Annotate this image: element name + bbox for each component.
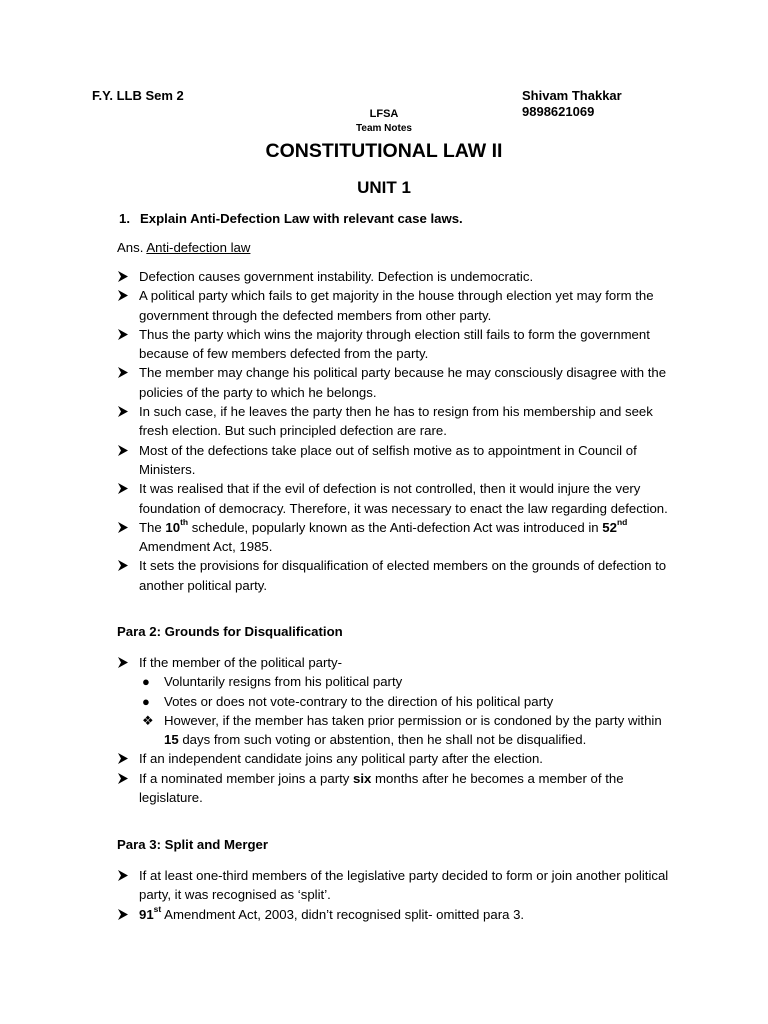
dot-bullet-icon: ● bbox=[142, 674, 150, 690]
list-item: If at least one-third members of the legislative party decided to form or join another political party, it was recognised as ‘split’. bbox=[117, 866, 677, 905]
author-name: Shivam Thakkar bbox=[522, 88, 622, 103]
arrow-bullet-icon bbox=[117, 866, 131, 885]
diamond-bullet-icon: ❖ bbox=[142, 712, 154, 728]
list-item: The 10th schedule, popularly known as the Anti-defection Act was introduced in 52nd Amendment Act, 1985. bbox=[117, 518, 677, 557]
grounds-sub-list bbox=[117, 672, 677, 749]
org-label: LFSA bbox=[369, 108, 399, 120]
unit-heading: UNIT 1 bbox=[357, 178, 411, 197]
question-1 bbox=[119, 211, 463, 226]
list-item: It sets the provisions for disqualification of elected members on the grounds of defection to another political party. bbox=[117, 556, 677, 595]
list-item: Thus the party which wins the majority through election still fails to form the government because of few members defected from the party. bbox=[117, 325, 677, 364]
defection-bullet-list bbox=[117, 267, 677, 595]
arrow-bullet-icon bbox=[117, 905, 131, 924]
list-item: 91st Amendment Act, 2003, didn’t recognised split- omitted para 3. bbox=[117, 905, 677, 924]
answer-heading bbox=[117, 240, 250, 255]
subtitle-label: Team Notes bbox=[356, 123, 412, 134]
list-item: A political party which fails to get majority in the house through election yet may form the government through the defected members from other party. bbox=[117, 286, 677, 325]
list-item: Defection causes government instability. Defection is undemocratic. bbox=[117, 267, 677, 286]
list-item: If the member of the political party- ● Voluntarily resigns from his political party ● Votes or does not vote-contrary to the direction of his political party ❖ However, if the member has taken prior permission or is condoned by the party within 15 days from such voting or abstention, then he shall not be disqualified. bbox=[117, 653, 677, 749]
arrow-bullet-icon bbox=[117, 518, 131, 537]
arrow-bullet-icon bbox=[117, 325, 131, 344]
list-item: If an independent candidate joins any political party after the election. bbox=[117, 749, 677, 768]
course-label: F.Y. LLB Sem 2 bbox=[92, 88, 184, 103]
author-phone: 9898621069 bbox=[522, 104, 595, 119]
question-number: 1. bbox=[119, 211, 130, 226]
document-title: CONSTITUTIONAL LAW II bbox=[265, 140, 503, 162]
arrow-bullet-icon bbox=[117, 556, 131, 575]
answer-topic: Anti-defection law bbox=[146, 240, 251, 255]
answer-prefix: Ans. bbox=[117, 240, 144, 255]
arrow-bullet-icon bbox=[117, 769, 131, 788]
arrow-bullet-icon bbox=[117, 267, 131, 286]
arrow-bullet-icon bbox=[117, 363, 131, 382]
arrow-bullet-icon bbox=[117, 286, 131, 305]
disqualification-bullet-list bbox=[117, 653, 677, 807]
dot-bullet-icon: ● bbox=[142, 693, 150, 709]
list-item: It was realised that if the evil of defection is not controlled, then it would injure the very foundation of democracy. Therefore, it was necessary to enact the law regarding defection. bbox=[117, 479, 677, 518]
list-item: In such case, if he leaves the party then he has to resign from his membership and seek fresh election. But such principled defection are rare. bbox=[117, 402, 677, 441]
list-item: Most of the defections take place out of selfish motive as to appointment in Council of Ministers. bbox=[117, 441, 677, 480]
arrow-bullet-icon bbox=[117, 749, 131, 768]
list-item: ● Voluntarily resigns from his political party bbox=[117, 672, 677, 691]
para-2-heading: Para 2: Grounds for Disqualification bbox=[117, 624, 343, 639]
arrow-bullet-icon bbox=[117, 653, 131, 672]
list-item: ❖ However, if the member has taken prior permission or is condoned by the party within 15 days from such voting or abstention, then he shall not be disqualified. bbox=[142, 712, 662, 748]
arrow-bullet-icon bbox=[117, 402, 131, 421]
question-text: Explain Anti-Defection Law with relevant case laws. bbox=[140, 211, 463, 226]
list-item: ● Votes or does not vote-contrary to the direction of his political party bbox=[117, 692, 677, 711]
arrow-bullet-icon bbox=[117, 441, 131, 460]
list-item: The member may change his political party because he may consciously disagree with the policies of the party to which he belongs. bbox=[117, 363, 677, 402]
list-item: If a nominated member joins a party six months after he becomes a member of the legislature. bbox=[117, 769, 677, 808]
arrow-bullet-icon bbox=[117, 479, 131, 498]
split-bullet-list bbox=[117, 866, 677, 924]
para-3-heading: Para 3: Split and Merger bbox=[117, 837, 268, 852]
